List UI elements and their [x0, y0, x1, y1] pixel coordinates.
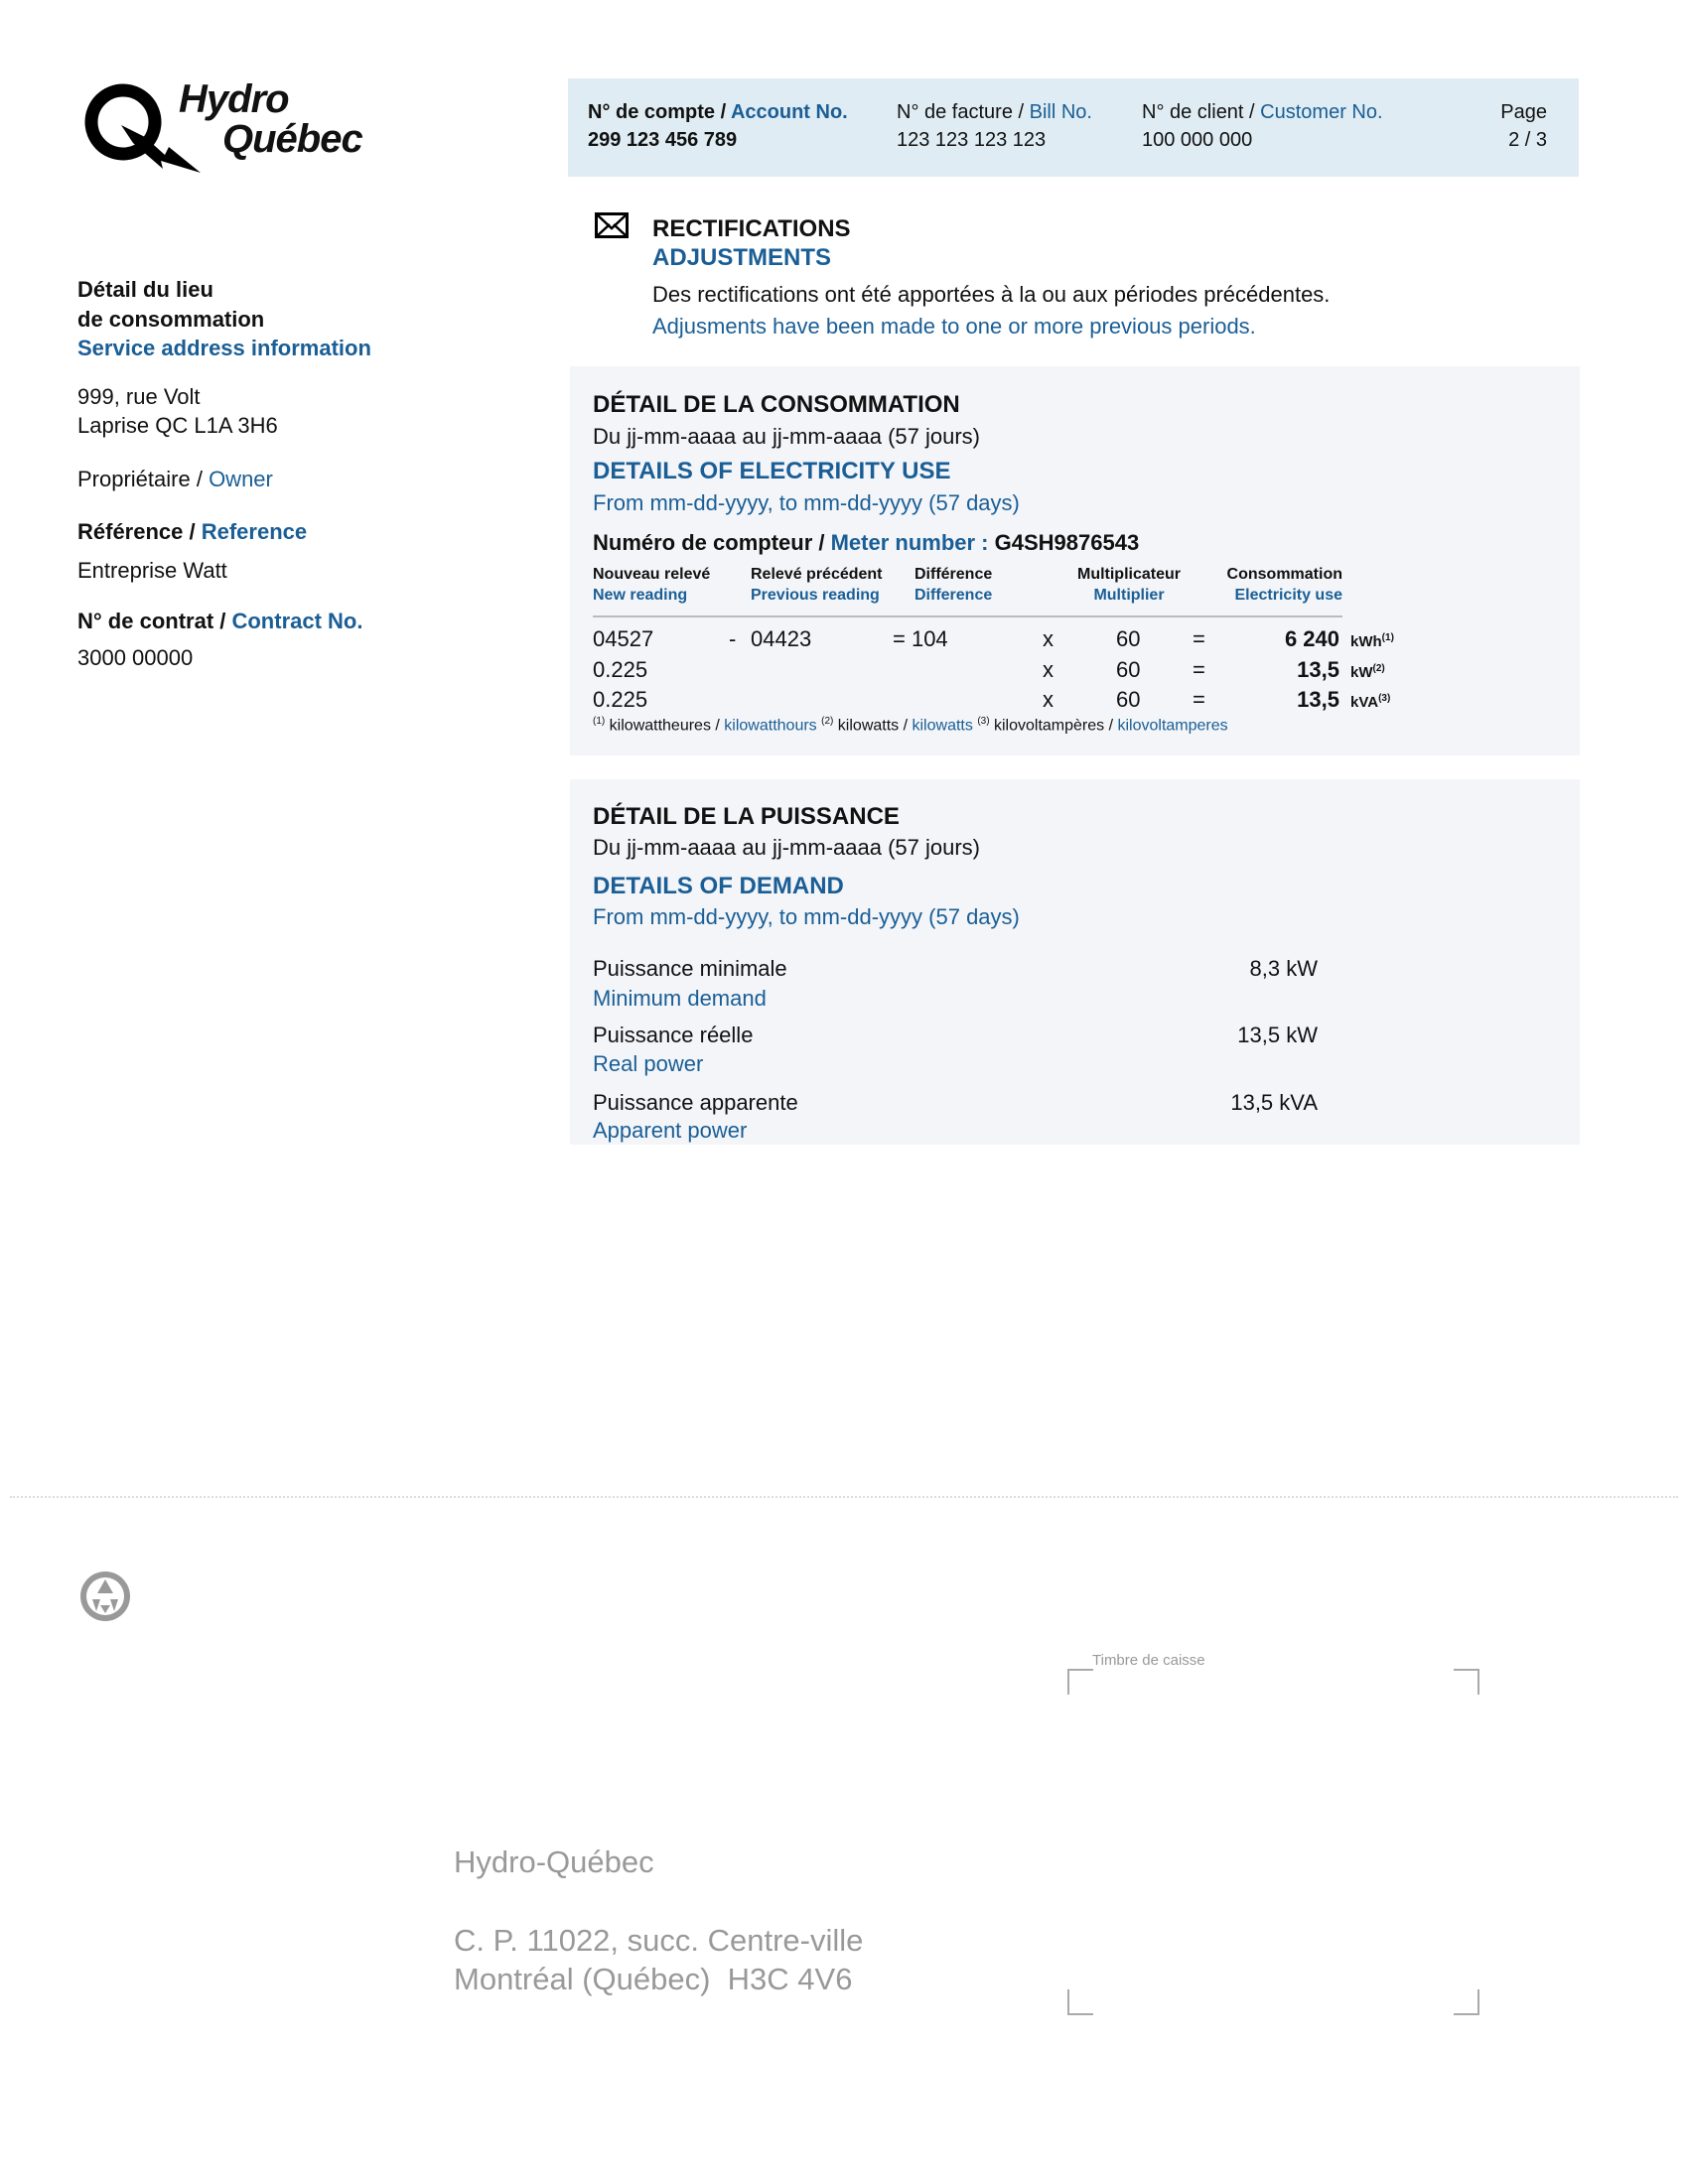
service-title-fr-1: Détail du lieu	[77, 277, 213, 302]
consumption-period-en: From mm-dd-yyyy, to mm-dd-yyyy (57 days)	[593, 490, 1020, 515]
col-previous-reading: Relevé précédent Previous reading	[751, 566, 883, 604]
times-sign: x	[1043, 626, 1054, 651]
customer-number: 100 000 000	[1142, 129, 1253, 151]
unit: $kW^{(2)}$	[1350, 663, 1385, 681]
adjustments-text-en: Adjusments have been made to one or more previous periods.	[652, 314, 1256, 339]
consumption-period-fr: Du jj-mm-aaaa au jj-mm-aaaa (57 jours)	[593, 424, 981, 449]
envelope-icon	[595, 212, 629, 238]
consumption-value: 6 240	[1284, 626, 1339, 651]
adjustments-title-en: ADJUSTMENTS	[652, 244, 832, 271]
demand-label-fr: Puissance réelle	[593, 1023, 754, 1047]
consumption-title-en: DETAILS OF ELECTRICITY USE	[593, 458, 951, 484]
address-line-1: 999, rue Volt	[77, 384, 201, 409]
multiplier: 60	[1116, 626, 1141, 651]
col-multiplier: Multiplicateur Multiplier	[1076, 566, 1181, 604]
difference: = 104	[893, 626, 948, 651]
demand-value: 13,5 kW	[1237, 1023, 1318, 1047]
perforation-line	[10, 1496, 1678, 1498]
times-sign: x	[1043, 657, 1054, 682]
account-header	[568, 78, 1579, 177]
stamp-corner	[1454, 1669, 1479, 1695]
demand-value: 13,5 kVA	[1230, 1090, 1318, 1115]
account-number: 299 123 456 789	[588, 129, 738, 151]
customer-label: N° de client / Customer No.	[1142, 101, 1383, 123]
equals-sign: =	[1193, 626, 1205, 651]
adjustments-title-fr: RECTIFICATIONS	[652, 215, 851, 242]
table-divider	[593, 615, 1342, 617]
demand-title-fr: DÉTAIL DE LA PUISSANCE	[593, 803, 900, 830]
stamp-corner	[1067, 1989, 1093, 2015]
service-title-fr-2: de consommation	[77, 307, 265, 332]
return-address-name: Hydro-Québec	[454, 1844, 654, 1879]
logo-text-quebec: Québec	[222, 117, 362, 161]
demand-label-en: Apparent power	[593, 1118, 748, 1143]
page-label: Page	[1500, 101, 1547, 123]
adjustments-text-fr: Des rectifications ont été apportées à la ou aux périodes précédentes.	[652, 282, 1331, 307]
times-sign: x	[1043, 687, 1054, 712]
account-label: N° de compte / Account No.	[588, 101, 848, 123]
contract-label: N° de contrat / Contract No.	[77, 609, 363, 633]
meter-number: Numéro de compteur / Meter number : G4SH9876543	[593, 530, 1140, 555]
recycle-icon	[78, 1570, 132, 1623]
consumption-value: 13,5	[1297, 687, 1339, 712]
equals-sign: =	[1193, 687, 1205, 712]
equals-sign: =	[1193, 657, 1205, 682]
demand-label-en: Real power	[593, 1051, 704, 1076]
consumption-value: 13,5	[1297, 657, 1339, 682]
owner-label: Propriétaire / Owner	[77, 467, 273, 491]
demand-title-en: DETAILS OF DEMAND	[593, 873, 844, 899]
minus-sign: -	[729, 626, 737, 651]
col-new-reading: Nouveau relevé New reading	[593, 566, 711, 604]
stamp-corner	[1454, 1989, 1479, 2015]
demand-label-en: Minimum demand	[593, 986, 767, 1011]
stamp-corner	[1067, 1669, 1093, 1695]
unit: kVA$^{(3)}$	[1350, 693, 1391, 711]
service-title-en: Service address information	[77, 336, 371, 360]
new-reading: 0.225	[593, 657, 648, 682]
demand-value: 8,3 kW	[1249, 956, 1318, 981]
demand-label-fr: Puissance minimale	[593, 956, 787, 981]
address-line-2: Laprise QC L1A 3H6	[77, 413, 278, 438]
multiplier: 60	[1116, 657, 1141, 682]
unit-footnotes: $^{(1)}$ kilowattheures / kilowatthours $^{(2)}$ kilowatts / kilowatts $^{(3)}$ kilovoltampères / kilovoltamperes	[593, 716, 1228, 735]
consumption-title-fr: DÉTAIL DE LA CONSOMMATION	[593, 391, 960, 418]
reference-label: Référence / Reference	[77, 519, 308, 544]
return-address-line-2: Montréal (Québec) H3C 4V6	[454, 1962, 853, 1996]
return-address-line-1: C. P. 11022, succ. Centre-ville	[454, 1923, 864, 1958]
new-reading: 04527	[593, 626, 654, 651]
demand-period-fr: Du jj-mm-aaaa au jj-mm-aaaa (57 jours)	[593, 835, 981, 860]
contract-value: 3000 00000	[77, 645, 194, 670]
previous-reading: 04423	[751, 626, 812, 651]
col-difference: Différence Difference	[914, 566, 993, 604]
demand-period-en: From mm-dd-yyyy, to mm-dd-yyyy (57 days)	[593, 904, 1020, 929]
logo-text-hydro: Hydro	[179, 77, 289, 121]
page-number: 2 / 3	[1508, 129, 1547, 151]
unit: kWh$^{(1)}$	[1350, 632, 1394, 650]
new-reading: 0.225	[593, 687, 648, 712]
multiplier: 60	[1116, 687, 1141, 712]
col-electricity-use: Consommation Electricity use	[1226, 566, 1342, 604]
reference-value: Entreprise Watt	[77, 558, 227, 583]
bill-number: 123 123 123 123	[897, 129, 1047, 151]
hydro-quebec-logo	[83, 77, 381, 177]
bill-label: N° de facture / Bill No.	[897, 101, 1092, 123]
demand-label-fr: Puissance apparente	[593, 1090, 798, 1115]
stamp-label: Timbre de caisse	[1092, 1652, 1205, 1669]
